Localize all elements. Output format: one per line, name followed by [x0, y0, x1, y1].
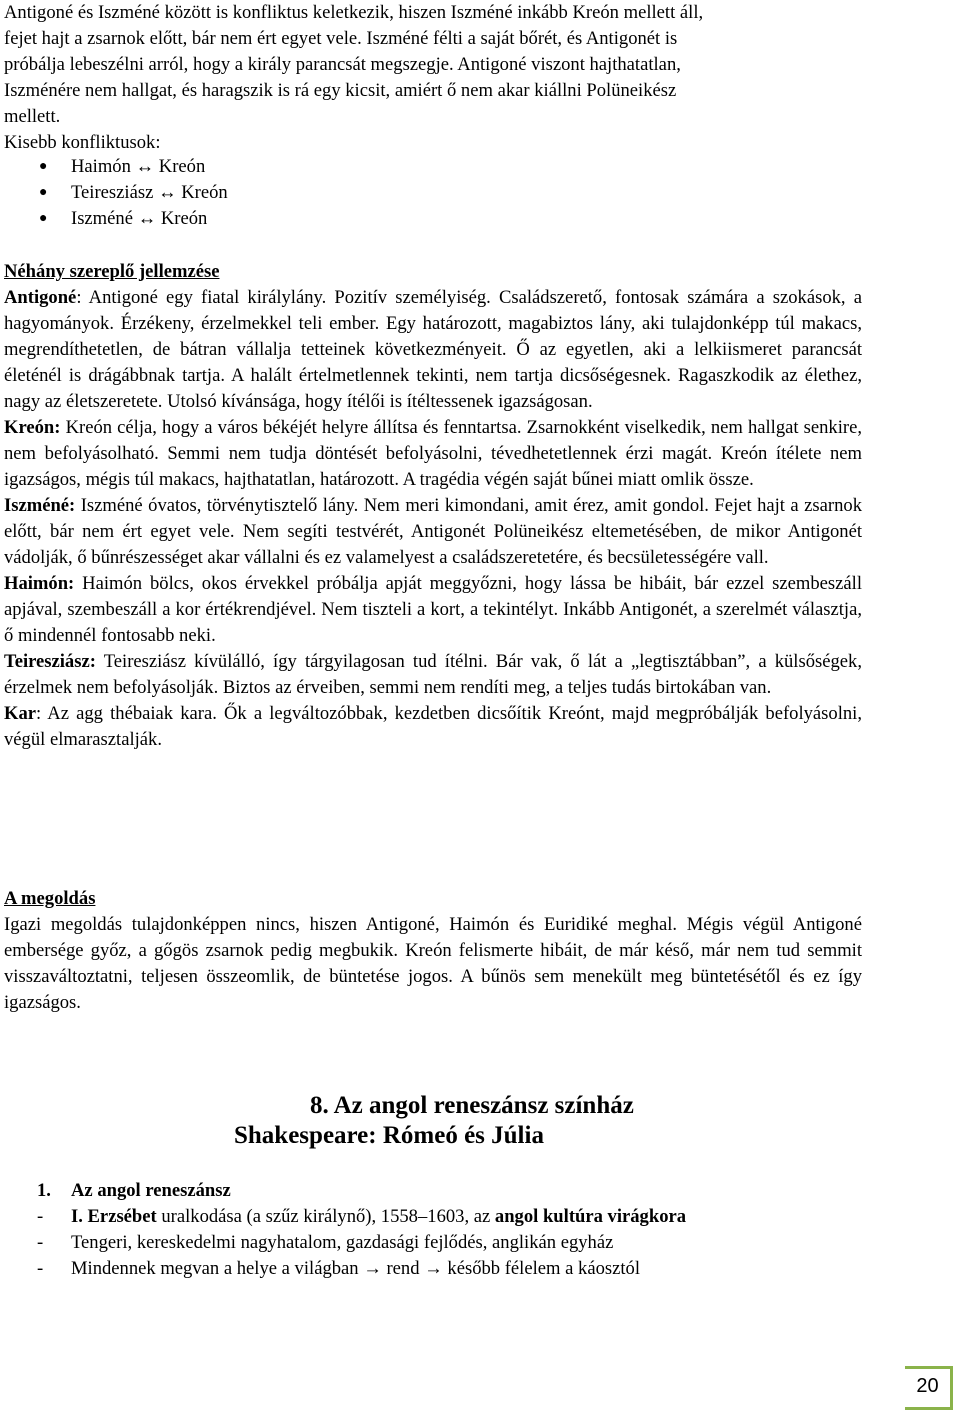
character-sep: : — [36, 703, 42, 724]
character-name: Kreón: — [4, 417, 61, 438]
intro-line: mellett. — [4, 106, 61, 127]
character-text: Az agg thébaiak kara. Ők a legváltozóbbak, kezdetben dicsőítik Kreónt, majd megpróbálják befolyásolni, végül elmarasztalják. — [4, 703, 862, 750]
intro-paragraph — [4, 0, 862, 130]
character-entry — [4, 701, 862, 753]
dash-marker: - — [37, 1206, 44, 1227]
intro-line: fejet hajt a zsarnok előtt, bár nem ért egyet vele. Iszméné félti a saját bőrét, és Antigonét is — [4, 28, 678, 49]
list-item — [0, 206, 600, 232]
character-text: Antigoné egy fiatal királylány. Pozitív személyiség. Családszerető, fontosak számára a szokások, a hagyományok. Érzékeny, érzelmekkel teli ember. Egy határozott, magabiztos lány, aki tulajdonképp túl makacs, megrendíthetetlen, de bátran vállalja tetteinek következményeit. Ő az egyetlen, aki a lelkiismeret parancsát életénél is drágábbnak tartja. A halált értelmetlennek tekinti, nem tartja dicsőségesnek. Ragaszkodik az élethez, nagy az életszeretete. Utolsó kívánsága, hogy ítélői is ítéltessenek igazságosan. — [4, 287, 862, 412]
list-item — [0, 154, 600, 180]
intro-line: Iszménére nem hallgat, és haragszik is rá egy kicsit, amiért ő nem akar kiállni Polüneikész — [4, 80, 677, 101]
solution-heading: A megoldás — [4, 888, 96, 909]
list-item — [0, 1204, 900, 1230]
list-item-text: Haimón ↔ Kreón — [71, 156, 206, 177]
page-number: 20 — [916, 1375, 939, 1397]
character-text: Kreón célja, hogy a város békéjét helyre állítsa és fenntartsa. Zsarnokként viselkedik, nem hallgat senkire, nem befolyásolható. Semmi nem tudja döntését befolyásolni, tévedhetetlennek érzi magát. Kreón ítélete nem igazságos, mégis túl makacs, hajthatatlan, határozott. A tragédia végén saját bűnei miatt omlik össze. — [4, 417, 862, 490]
bullet-icon: ● — [39, 185, 48, 200]
character-entry — [4, 285, 862, 415]
character-name: Antigoné — [4, 287, 77, 308]
list-item-text: Teiresziász ↔ Kreón — [71, 182, 228, 203]
character-name: Kar — [4, 703, 37, 724]
solution-paragraph: Igazi megoldás tulajdonképpen nincs, hiszen Antigoné, Haimón és Euridiké meghal. Mégis végül Antigoné embersége győz, a gőgös zsarnok pedig megbukik. Kreón felismerte hibáit, de már késő, már nem tud semmit visszaváltoztatni, teljesen összeomlik, de büntetése jogos. A bűnös sem menekült meg büntetésétől és ez így igazságos. — [4, 914, 862, 1013]
chapter-subtitle: Shakespeare: Rómeó és Júlia — [234, 1122, 544, 1149]
character-text: Iszméné óvatos, törvénytisztelő lány. Nem meri kimondani, amit érez, amit gondol. Fejet hajt a zsarnok előtt, bár nem ért egyet vele. Nem segíti testvérét, Antigonét Polüneikész eltemetésében, de mikor Antigonét vádolják, ő bűnrészességet akar vállalni és ez valamelyest a családszeretetére, és becsületességére vall. — [4, 495, 862, 568]
list-item-text: Mindennek megvan a helye a világban → rend → később félelem a káosztól — [71, 1258, 640, 1279]
chapter-title: 8. Az angol reneszánsz színház — [310, 1092, 634, 1119]
list-item — [0, 1230, 900, 1256]
bold-term: I. Erzsébet — [71, 1206, 157, 1227]
list-item — [0, 180, 600, 206]
characters-heading: Néhány szereplő jellemzése — [4, 261, 220, 282]
character-entry — [4, 493, 862, 571]
character-entry — [4, 571, 862, 649]
conflicts-list — [0, 154, 600, 232]
characters-section — [4, 285, 862, 753]
dash-marker: - — [37, 1258, 44, 1279]
list-item-text: Iszméné ↔ Kreón — [71, 208, 208, 229]
conflicts-heading: Kisebb konfliktusok: — [4, 132, 161, 153]
dash-marker: - — [37, 1232, 44, 1253]
character-name: Haimón: — [4, 573, 75, 594]
character-name: Teiresziász: — [4, 651, 96, 672]
character-sep: : — [76, 287, 82, 308]
bold-term: angol kultúra virágkora — [494, 1206, 687, 1227]
intro-line: Antigoné és Iszméné között is konfliktus keletkezik, hiszen Iszméné inkább Kreón mellett áll, — [4, 2, 704, 23]
bullet-icon: ● — [39, 159, 48, 174]
section-title: Az angol reneszánsz — [71, 1180, 231, 1201]
character-entry — [4, 415, 862, 493]
intro-line: próbálja lebeszélni arról, hogy a király parancsát megszegje. Antigoné viszont hajthatatlan, — [4, 54, 681, 75]
list-item-text — [71, 1204, 686, 1230]
list-item-text: Tengeri, kereskedelmi nagyhatalom, gazdasági fejlődés, anglikán egyház — [71, 1232, 614, 1253]
list-item — [0, 1256, 900, 1282]
section-heading — [0, 1178, 900, 1204]
bullet-icon: ● — [39, 211, 48, 226]
character-entry — [4, 649, 862, 701]
character-name: Iszméné: — [4, 495, 76, 516]
list-item-text-part: uralkodása (a szűz királynő), 1558–1603, az — [156, 1206, 495, 1227]
page-number-box — [905, 1366, 953, 1410]
character-text: Teiresziász kívülálló, így tárgyilagosan tud ítélni. Bár vak, ő lát a „legtisztábban”, a külsőségek, érzelmek nem befolyásolják. Biztos az érveiben, semmi nem rendíti meg, a teljes tudás birtokában van. — [4, 651, 862, 698]
section-number: 1. — [37, 1180, 51, 1201]
character-text: Haimón bölcs, okos érvekkel próbálja apját meggyőzni, hogy lássa be hibáit, bár ezzel szembeszáll apjával, szembeszáll a kor értékrendjével. Nem tiszteli a kort, a tekintélyt. Inkább Antigonét, a szerelmét választja, ő mindennél fontosabb neki. — [4, 573, 862, 646]
